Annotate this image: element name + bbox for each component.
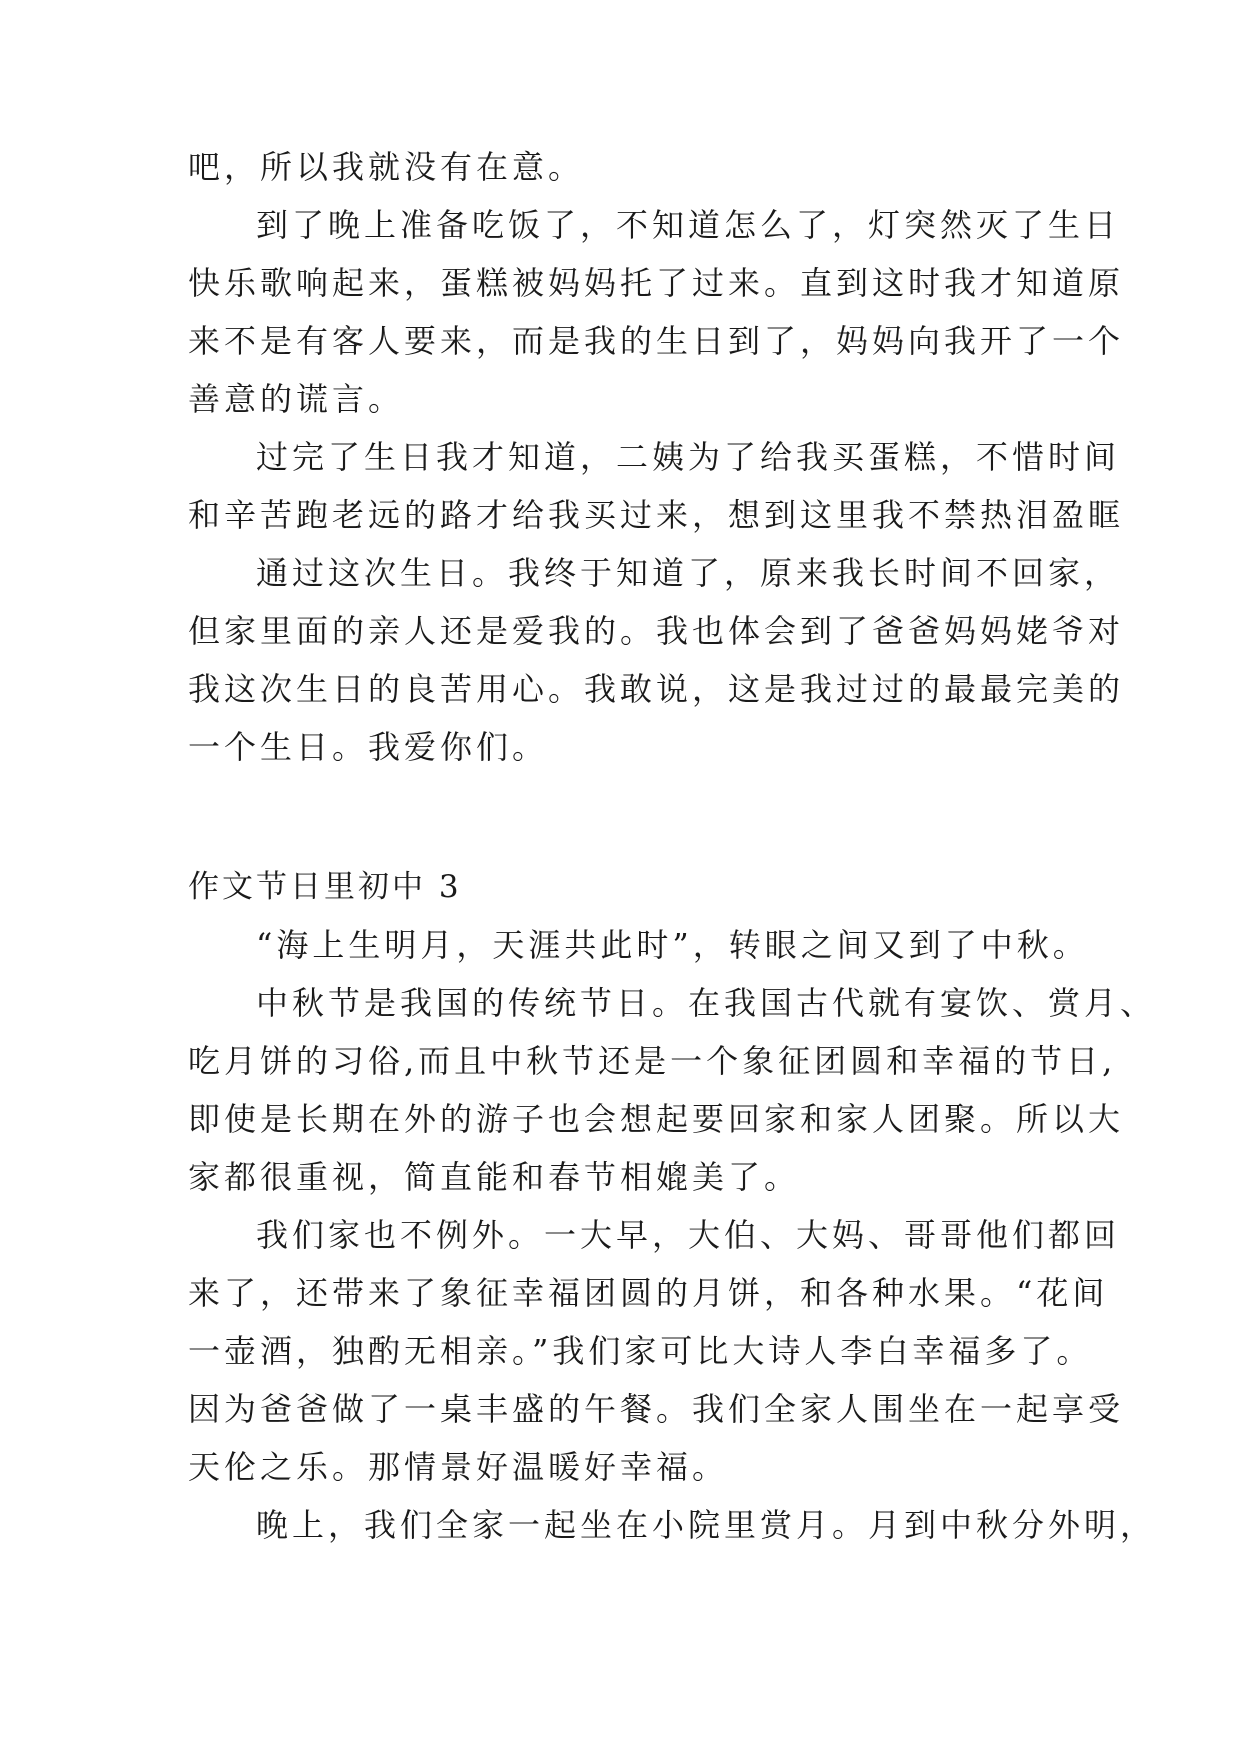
text-line: 晚上，我们全家一起坐在小院里赏月。月到中秋分外明，	[256, 1506, 1157, 1544]
text-line: 通过这次生日。我终于知道了，原来我长时间不回家，	[256, 554, 1121, 592]
text-line: 和辛苦跑老远的路才给我买过来，想到这里我不禁热泪盈眶	[188, 496, 1125, 534]
text-line: 来不是有客人要来，而是我的生日到了，妈妈向我开了一个	[188, 322, 1125, 360]
text-line: 家都很重视，简直能和春节相媲美了。	[188, 1158, 801, 1196]
text-line: 到了晚上准备吃饭了，不知道怎么了，灯突然灭了生日	[256, 206, 1121, 244]
paragraph	[188, 1206, 1125, 1496]
text-line: 天伦之乐。那情景好温暖好幸福。	[188, 1448, 729, 1486]
paragraph	[188, 974, 1157, 1206]
section-heading	[188, 858, 1068, 916]
text-line: 我们家也不例外。一大早，大伯、大妈、哥哥他们都回	[256, 1216, 1121, 1254]
paragraph	[188, 428, 1125, 544]
essay-body	[188, 916, 1157, 1554]
paragraph	[188, 916, 1089, 974]
text-line: 善意的谎言。	[188, 380, 405, 418]
text-line: 但家里面的亲人还是爱我的。我也体会到了爸爸妈妈姥爷对	[188, 612, 1125, 650]
text-line: 因为爸爸做了一桌丰盛的午餐。我们全家人围坐在一起享受	[188, 1390, 1125, 1428]
text-line: 中秋节是我国的传统节日。在我国古代就有宴饮、赏月、	[256, 984, 1157, 1022]
text-line: 我这次生日的良苦用心。我敢说，这是我过过的最最完美的	[188, 670, 1125, 708]
text-line: 来了，还带来了象征幸福团圆的月饼，和各种水果。“花间	[188, 1274, 1109, 1312]
text-line: “海上生明月，天涯共此时”，转眼之间又到了中秋。	[256, 926, 1089, 964]
text-line: 一壶酒，独酌无相亲。”我们家可比大诗人李白幸福多了。	[188, 1332, 1093, 1370]
text-line: 一个生日。我爱你们。	[188, 728, 549, 766]
text-line: 过完了生日我才知道，二姨为了给我买蛋糕，不惜时间	[256, 438, 1121, 476]
text-line: 吧，所以我就没有在意。	[188, 148, 585, 186]
text-line: 吃月饼的习俗,而且中秋节还是一个象征团圆和幸福的节日,	[188, 1042, 1117, 1080]
paragraph	[188, 196, 1125, 428]
paragraph	[188, 544, 1125, 776]
text-line: 快乐歌响起来，蛋糕被妈妈托了过来。直到这时我才知道原	[188, 264, 1125, 302]
essay-continuation	[188, 138, 1125, 776]
paragraph	[188, 1496, 1157, 1554]
paragraph	[188, 138, 1068, 196]
section-title: 作文节日里初中 3	[188, 869, 462, 905]
text-line: 即使是长期在外的游子也会想起要回家和家人团聚。所以大	[188, 1100, 1125, 1138]
